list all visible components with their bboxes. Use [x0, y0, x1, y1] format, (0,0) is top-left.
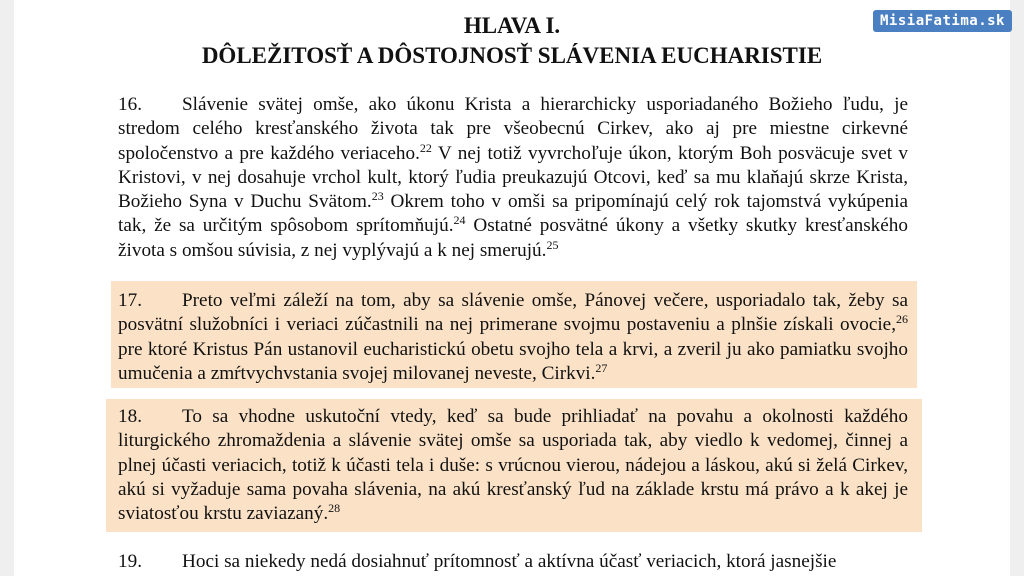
paragraph-text: pre ktoré Kristus Pán ustanovil eucharistickú obetu svojho tela a krvi, a zveril ju ako pamiatku svojho umučenia a zmŕtvychvstania svojej milovanej neveste, Cirkvi. [118, 338, 908, 384]
paragraph-text: V nej totiž vyvrchoľuje úkon, ktorým Boh posväcuje svet v Kristovi, v nej dosahuje vrchol kult, ktorý ľudia preukazujú Otcovi, keď sa mu klaňajú skrze Krista, Božieho Syna v Duchu Svätom. [118, 142, 908, 213]
chapter-heading: HLAVA I. [463, 13, 561, 38]
paragraph-16 [118, 93, 908, 263]
chapter-title: DÔLEŽITOSŤ A DÔSTOJNOSŤ SLÁVENIA EUCHARISTIE [201, 43, 823, 68]
paragraph-number: 18. [118, 406, 142, 427]
paragraph-text: Ostatné posvätné úkony a všetky skutky kresťanského života s omšou súvisia, z nej vyplývajú a k nej smerujú. [118, 215, 908, 261]
page-edge-right [1010, 0, 1024, 576]
paragraph-text: Preto veľmi záleží na tom, aby sa slávenie omše, Pánovej večere, usporiadalo tak, žeby sa posvätní služobníci i veriaci zúčastnili na nej primerane svojmu postaveniu a plnšie získali ovocie, [118, 290, 908, 336]
footnote-reference[interactable]: 22 [419, 140, 432, 155]
paragraph-text: To sa vhodne uskutoční vtedy, keď sa bude prihliadať na povahu a okolnosti každého liturgického zhromaždenia a slávenie svätej omše sa usporiada tak, aby viedlo k vedomej, činnej a plnej účasti veriacich, totiž k účasti tela i duše: s vrúcnou vierou, nádejou a láskou, akú si želá Cirkev, akú si vyžaduje sama povaha slávenia, na akú kresťanský ľud na základe krstu má právo a k akej je sviatosťou krstu zaviazaný. [118, 406, 908, 525]
paragraph-text: Hoci sa niekedy nedá dosiahnuť prítomnosť a aktívna účasť veriacich, ktorá jasnejšie [182, 551, 837, 572]
footnote-reference[interactable]: 26 [896, 312, 908, 327]
footnote-reference[interactable]: 28 [328, 501, 341, 516]
paragraph-number: 19. [118, 551, 142, 572]
footnote-reference[interactable]: 27 [595, 360, 608, 375]
footnote-reference[interactable]: 24 [453, 213, 466, 228]
footnote-reference[interactable]: 23 [371, 189, 384, 204]
site-watermark: MisiaFatima.sk [873, 10, 1012, 32]
page-edge-left [0, 0, 14, 576]
footnote-reference[interactable]: 25 [546, 237, 559, 252]
paragraph-number: 17. [118, 290, 142, 311]
paragraph-19 [118, 550, 908, 574]
paragraph-17 [118, 289, 908, 386]
paragraph-text: Slávenie svätej omše, ako úkonu Krista a hierarchicky usporiadaného Božieho ľudu, je stredom celého kresťanského života tak pre všeobecnú Cirkev, ako aj pre miestne cirkevné spoločenstvo a pre každého veriaceho. [118, 94, 908, 164]
paragraph-18 [118, 405, 908, 526]
paragraph-number: 16. [118, 94, 142, 115]
paragraph-text: Okrem toho v omši sa pripomínajú celý rok tajomstvá vykúpenia tak, že sa určitým spôsobom sprítomňujú. [118, 191, 908, 237]
